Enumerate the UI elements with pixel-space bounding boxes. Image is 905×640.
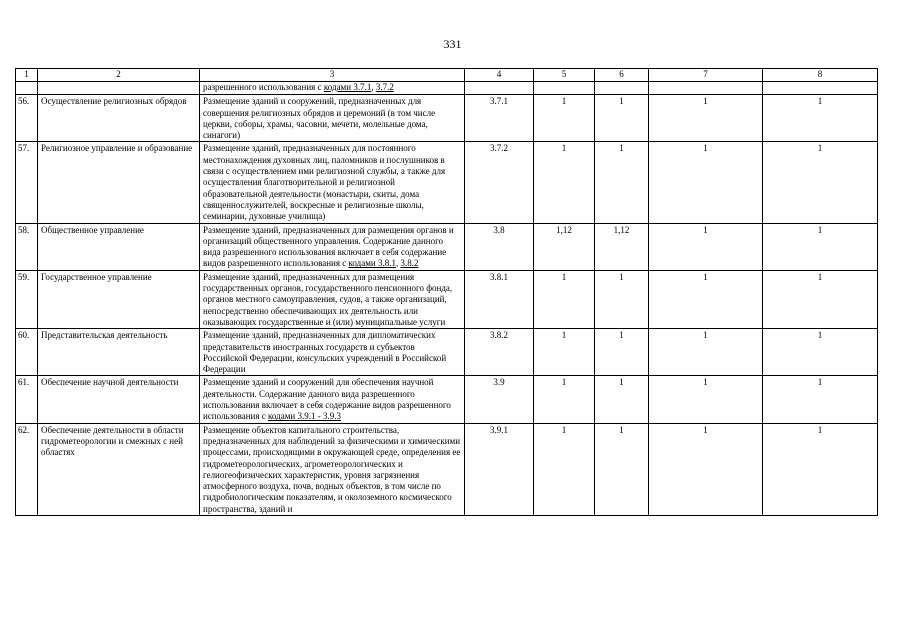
row-col8: 1 — [763, 142, 878, 223]
table-row — [16, 376, 878, 423]
row-col6: 1 — [595, 423, 649, 515]
header-col-7: 7 — [649, 69, 763, 82]
land-use-table — [15, 68, 878, 516]
row-code: 3.7.2 — [465, 142, 534, 223]
row-name: Представительская деятельность — [38, 329, 200, 376]
row-col6: 1 — [595, 329, 649, 376]
row-name: Осуществление религиозных обрядов — [38, 95, 200, 142]
row-col7: 1 — [649, 329, 763, 376]
row-col8: 1 — [763, 423, 878, 515]
row-description: Размещение зданий и сооружений, предназначенных для совершения религиозных обрядов и церемоний (в том числе церкви, соборы, храмы, часовни, мечети, молельные дома, синагоги) — [200, 95, 465, 142]
row-col5: 1,12 — [534, 223, 595, 270]
row-col5: 1 — [534, 270, 595, 328]
continuation-description: разрешенного использования с кодами 3.7.1, 3.7.2 — [200, 82, 465, 95]
row-code: 3.9 — [465, 376, 534, 423]
row-col7: 1 — [649, 95, 763, 142]
table-row — [16, 95, 878, 142]
row-code: 3.9.1 — [465, 423, 534, 515]
table-row — [16, 223, 878, 270]
row-col6: 1,12 — [595, 223, 649, 270]
row-number: 57. — [16, 142, 38, 223]
table-row — [16, 329, 878, 376]
header-row — [16, 69, 878, 82]
header-col-8: 8 — [763, 69, 878, 82]
row-description: Размещение зданий, предназначенных для постоянного местонахождения духовных лиц, паломников и послушников в связи с осуществлением ими религиозной службы, а также для осуществления благотворительной и религиозной образовательной деятельности (монастыри, скиты, дома священнослужителей, воскресные и религиозные школы, семинарии, духовные училища) — [200, 142, 465, 223]
row-description: Размещение объектов капитального строительства, предназначенных для наблюдений за физическими и химическими процессами, происходящими в окружающей среде, определения ее гидрометеорологических, агрометеорологических и гелиогеофизических характеристик, уровня загрязнения атмосферного воздуха, почв, водных объектов, в том числе по гидробиологическим показателям, и околоземного космического пространства, зданий и — [200, 423, 465, 515]
row-col5: 1 — [534, 95, 595, 142]
row-col6: 1 — [595, 270, 649, 328]
row-col6: 1 — [595, 376, 649, 423]
row-name: Обеспечение научной деятельности — [38, 376, 200, 423]
row-col7: 1 — [649, 142, 763, 223]
row-code: 3.8.1 — [465, 270, 534, 328]
code-link[interactable]: кодами 3.8.1 — [348, 258, 396, 269]
code-link[interactable]: 3.7.2 — [375, 82, 394, 92]
continuation-row — [16, 82, 878, 95]
row-col6: 1 — [595, 95, 649, 142]
page-number: 331 — [443, 37, 462, 51]
row-number: 56. — [16, 95, 38, 142]
row-col8: 1 — [763, 95, 878, 142]
row-col8: 1 — [763, 270, 878, 328]
row-code: 3.8 — [465, 223, 534, 270]
code-link[interactable]: кодами 3.7.1 — [323, 82, 372, 92]
header-col-2: 2 — [38, 69, 200, 82]
row-name: Государственное управление — [38, 270, 200, 328]
header-col-6: 6 — [595, 69, 649, 82]
row-col7: 1 — [649, 270, 763, 328]
header-col-1: 1 — [16, 69, 38, 82]
row-col5: 1 — [534, 423, 595, 515]
row-code: 3.7.1 — [465, 95, 534, 142]
header-col-3: 3 — [200, 69, 465, 82]
code-link[interactable]: 3.8.2 — [400, 258, 419, 269]
table-row — [16, 270, 878, 328]
row-name: Общественное управление — [38, 223, 200, 270]
row-number: 59. — [16, 270, 38, 328]
row-col5: 1 — [534, 142, 595, 223]
code-link[interactable]: кодами 3.9.1 - 3.9.3 — [268, 411, 341, 422]
row-number: 62. — [16, 423, 38, 515]
header-col-4: 4 — [465, 69, 534, 82]
row-col5: 1 — [534, 376, 595, 423]
table-row — [16, 142, 878, 223]
row-number: 60. — [16, 329, 38, 376]
row-description: Размещение зданий, предназначенных для размещения органов и организаций общественного управления. Содержание данного вида разрешенного использования включает в себя содержание видов разрешенного использования с кодами 3.8.1, 3.8.2 — [200, 223, 465, 270]
row-col7: 1 — [649, 376, 763, 423]
row-name: Религиозное управление и образование — [38, 142, 200, 223]
row-col8: 1 — [763, 223, 878, 270]
row-description: Размещение зданий, предназначенных для дипломатических представительств иностранных государств и субъектов Российской Федерации, консульских учреждений в Российской Федерации — [200, 329, 465, 376]
row-col8: 1 — [763, 329, 878, 376]
row-col5: 1 — [534, 329, 595, 376]
row-number: 58. — [16, 223, 38, 270]
row-col7: 1 — [649, 223, 763, 270]
row-name: Обеспечение деятельности в области гидрометеорологии и смежных с ней областях — [38, 423, 200, 515]
header-col-5: 5 — [534, 69, 595, 82]
row-col8: 1 — [763, 376, 878, 423]
row-description: Размещение зданий и сооружений для обеспечения научной деятельности. Содержание данного вида разрешенного использования включает в себя содержание видов разрешенного использования с кодами 3.9.1 - 3.9.3 — [200, 376, 465, 423]
row-number: 61. — [16, 376, 38, 423]
row-col6: 1 — [595, 142, 649, 223]
row-col7: 1 — [649, 423, 763, 515]
table-row — [16, 423, 878, 515]
row-code: 3.8.2 — [465, 329, 534, 376]
row-description: Размещение зданий, предназначенных для размещения государственных органов, государственного пенсионного фонда, органов местного самоуправления, судов, а также организаций, непосредственно обеспечивающих их деятельность или оказывающих государственные и (или) муниципальные услуги — [200, 270, 465, 328]
